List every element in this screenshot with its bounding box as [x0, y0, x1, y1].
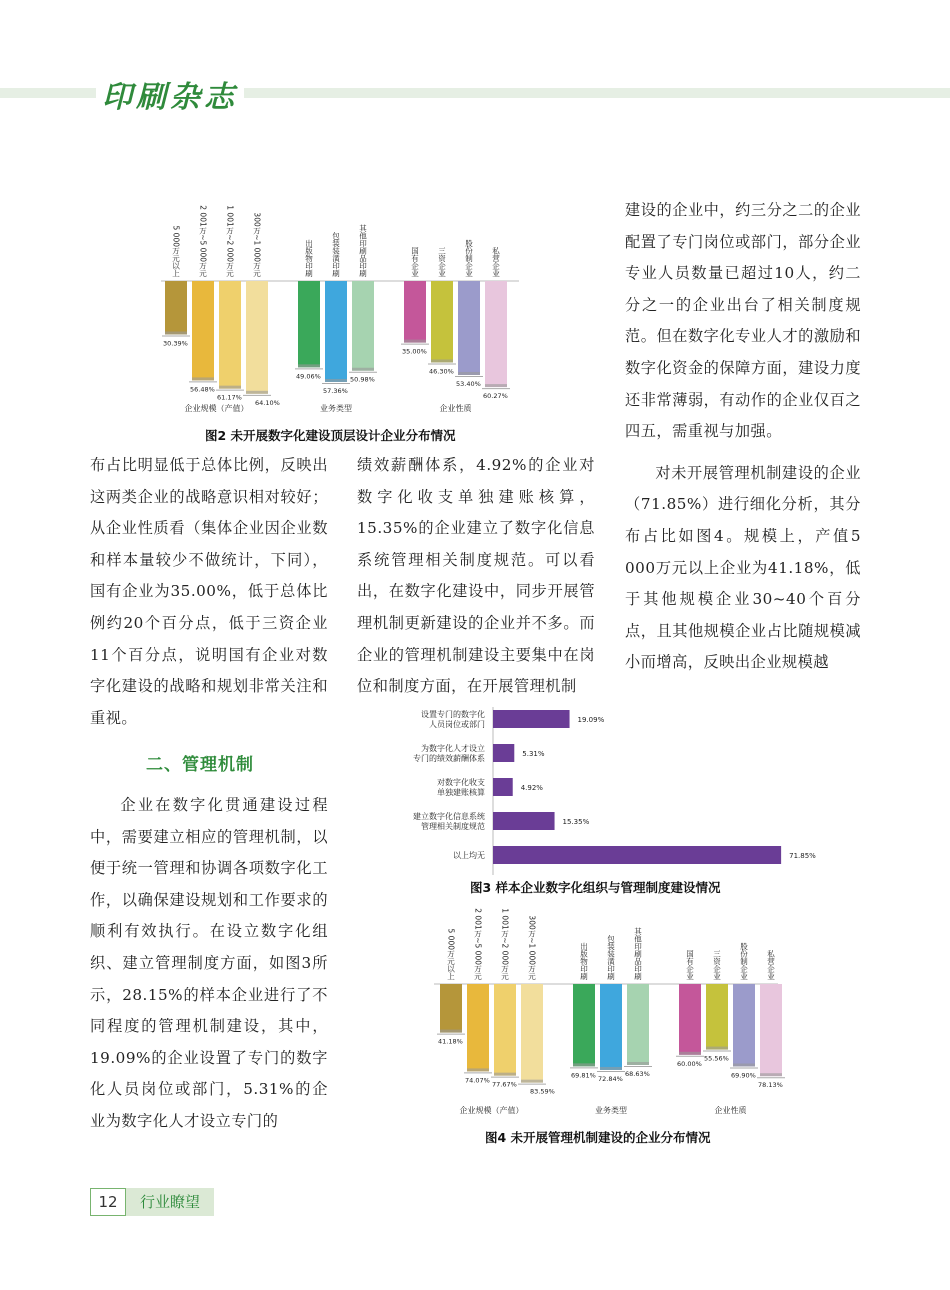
bar: [246, 281, 268, 394]
category-label: 三资企业: [712, 950, 722, 980]
data-label: 46.30%: [429, 367, 454, 376]
category-label: 专门的绩效薪酬体系: [413, 754, 485, 763]
category-label: 三资企业: [437, 247, 447, 277]
category-label: 1 001万~2 000万元: [500, 908, 510, 980]
data-label: 77.67%: [492, 1080, 517, 1089]
bar: [192, 281, 214, 380]
bar: [493, 710, 570, 728]
bar: [493, 812, 555, 830]
bar-shadow: [246, 391, 268, 394]
column-1: [90, 450, 328, 1137]
category-label: 管理相关制度规范: [421, 822, 485, 831]
category-label: 国有企业: [685, 950, 695, 980]
data-label: 61.17%: [217, 393, 242, 402]
bar-shadow: [600, 1067, 622, 1070]
category-label: 出版物印刷: [579, 942, 589, 980]
bar: [440, 984, 462, 1033]
bar-shadow: [733, 1063, 755, 1066]
bar-shadow: [521, 1080, 543, 1083]
data-label: 55.56%: [704, 1054, 729, 1063]
category-label: 5 000万元以上: [446, 928, 456, 980]
bar-shadow: [192, 377, 214, 380]
bar: [219, 281, 241, 389]
data-label: 49.06%: [296, 372, 321, 381]
category-label: 建立数字化信息系统: [413, 812, 485, 821]
data-label: 74.07%: [465, 1076, 490, 1085]
data-label: 50.98%: [350, 375, 375, 384]
bar: [521, 984, 543, 1083]
category-label: 人员岗位或部门: [429, 720, 485, 729]
figure-3-caption: 图3 样本企业数字化组织与管理制度建设情况: [470, 880, 721, 895]
category-label: 2 001万~5 000万元: [473, 908, 483, 980]
bar: [325, 281, 347, 382]
data-label: 15.35%: [562, 818, 590, 826]
category-label: 其他印刷品印刷: [633, 927, 643, 980]
bar-shadow: [440, 1030, 462, 1033]
bar: [458, 281, 480, 375]
section-title: 二、管理机制: [146, 755, 254, 776]
bar: [493, 744, 514, 762]
category-label: 股份制企业: [464, 239, 474, 277]
category-label: 包装装潢印刷: [331, 232, 341, 277]
data-label: 69.81%: [571, 1071, 596, 1080]
bar-shadow: [679, 1052, 701, 1055]
category-label: 2 001万~5 000万元: [198, 205, 208, 277]
bar: [573, 984, 595, 1066]
bar-shadow: [485, 384, 507, 387]
figure-2-chart: [155, 185, 575, 425]
page-number: 12: [90, 1188, 126, 1216]
bar-shadow: [431, 359, 453, 362]
column-3: [625, 195, 861, 679]
bar: [493, 846, 781, 864]
bar: [467, 984, 489, 1071]
data-label: 41.18%: [438, 1037, 463, 1046]
figure-2-caption: 图2 未开展数字化建设顶层设计企业分布情况: [205, 428, 456, 443]
category-label: 300万~1 000万元: [252, 212, 262, 277]
group-label: 业务类型: [595, 1106, 627, 1115]
data-label: 35.00%: [402, 347, 427, 356]
category-label: 私营企业: [491, 247, 501, 277]
bar: [352, 281, 374, 371]
data-label: 71.85%: [789, 852, 816, 860]
data-label: 60.27%: [483, 392, 508, 401]
bar-shadow: [573, 1063, 595, 1066]
data-label: 56.48%: [190, 385, 215, 394]
bar: [706, 984, 728, 1050]
bar: [298, 281, 320, 367]
bar-shadow: [494, 1073, 516, 1076]
group-label: 企业规模（产值）: [459, 1106, 524, 1115]
column-2: [357, 450, 595, 703]
data-label: 68.63%: [625, 1069, 650, 1078]
bar-shadow: [467, 1068, 489, 1071]
col1-paragraph-1: 布占比明显低于总体比例，反映出这两类企业的战略意识相对较好；从企业性质看（集体企业因企业数和样本量较少不做统计，下同），国有企业为35.00%，低于总体比例约20个百分点，低于三资企业11个百分点，说明国有企业对数字化建设的战略和规划非常关注和重视。: [90, 456, 328, 727]
bar: [733, 984, 755, 1066]
category-label: 为数字化人才设立: [421, 744, 485, 753]
group-label: 企业规模（产值）: [184, 404, 249, 413]
magazine-logo: 印刷杂志: [96, 72, 244, 116]
bar: [627, 984, 649, 1065]
data-label: 83.59%: [530, 1087, 555, 1096]
category-label: 1 001万~2 000万元: [225, 205, 235, 277]
bar: [165, 281, 187, 334]
bar: [600, 984, 622, 1070]
bar-shadow: [298, 364, 320, 367]
col3-paragraph-2: 对未开展管理机制建设的企业（71.85%）进行细化分析，其分布占比如图4。规模上，产值5 000万元以上企业为41.18%，低于其他规模企业30~40个百分点，且其他规模企业占比随规模减小而增高，反映出企业规模越: [625, 463, 861, 672]
figure-4-caption: 图4 未开展管理机制建设的企业分布情况: [485, 1130, 711, 1145]
data-label: 60.00%: [677, 1059, 702, 1068]
bar-shadow: [165, 331, 187, 334]
data-label: 5.31%: [522, 750, 545, 758]
data-label: 57.36%: [323, 386, 348, 395]
section-label: 行业瞭望: [126, 1188, 214, 1216]
bar-shadow: [760, 1073, 782, 1076]
col2-paragraph-1: 绩效薪酬体系，4.92%的企业对数字化收支单独建账核算，15.35%的企业建立了数字化信息系统管理相关制度规范。可以看出，在数字化建设中，同步开展管理机制更新建设的企业并不多。而企业的管理机制建设主要集中在岗位和制度方面，在开展管理机制: [357, 456, 595, 696]
bar-shadow: [404, 340, 426, 343]
category-label: 设置专门的数字化: [421, 710, 485, 719]
group-label: 企业性质: [714, 1106, 747, 1115]
category-label: 对数字化收支: [437, 778, 485, 787]
group-label: 业务类型: [320, 404, 352, 413]
data-label: 69.90%: [731, 1071, 756, 1080]
bar-shadow: [219, 386, 241, 389]
bar: [485, 281, 507, 387]
col1-paragraph-2: 企业在数字化贯通建设过程中，需要建立相应的管理机制，以便于统一管理和协调各项数字化工作，以确保建设规划和工作要求的顺利有效执行。在设立数字化组织、建立管理制度方面，如图3所示，28.15%的样本企业进行了不同程度的管理机制建设，其中，19.09%的企业设置了专门的数字化人员岗位或部门，5.31%的企业为数字化人才设立专门的: [90, 795, 328, 1130]
figure-3-chart: [380, 705, 816, 865]
bar-shadow: [458, 372, 480, 375]
bar-shadow: [706, 1047, 728, 1050]
bar: [494, 984, 516, 1076]
bar-shadow: [325, 379, 347, 382]
data-label: 4.92%: [520, 784, 543, 792]
category-label: 出版物印刷: [304, 239, 314, 277]
bar: [431, 281, 453, 362]
bar: [493, 778, 513, 796]
bar-shadow: [352, 368, 374, 371]
bar: [760, 984, 782, 1076]
category-label: 国有企业: [410, 247, 420, 277]
bar: [679, 984, 701, 1055]
category-label: 股份制企业: [739, 942, 749, 980]
figure-4-chart: [428, 908, 828, 1123]
category-label: 以上均无: [453, 851, 485, 860]
category-label: 其他印刷品印刷: [358, 224, 368, 277]
col3-paragraph-1: 建设的企业中，约三分之二的企业配置了专门岗位或部门，部分企业专业人员数量已超过10人，约二分之一的企业出台了相关制度规范。但在数字化专业人才的激励和数字化资金的保障方面，建设力度还非常薄弱，有动作的企业仅百之四五，需重视与加强。: [625, 201, 861, 441]
bar-shadow: [627, 1062, 649, 1065]
category-label: 300万~1 000万元: [527, 915, 537, 980]
category-label: 包装装潢印刷: [606, 935, 616, 980]
data-label: 53.40%: [456, 379, 481, 388]
data-label: 64.10%: [255, 398, 280, 407]
data-label: 19.09%: [577, 716, 605, 724]
category-label: 私营企业: [766, 950, 776, 980]
data-label: 72.84%: [598, 1074, 623, 1083]
category-label: 单独建账核算: [437, 788, 485, 797]
bar: [404, 281, 426, 343]
category-label: 5 000万元以上: [171, 225, 181, 277]
data-label: 30.39%: [163, 339, 188, 348]
data-label: 78.13%: [758, 1081, 783, 1090]
group-label: 企业性质: [439, 404, 472, 413]
